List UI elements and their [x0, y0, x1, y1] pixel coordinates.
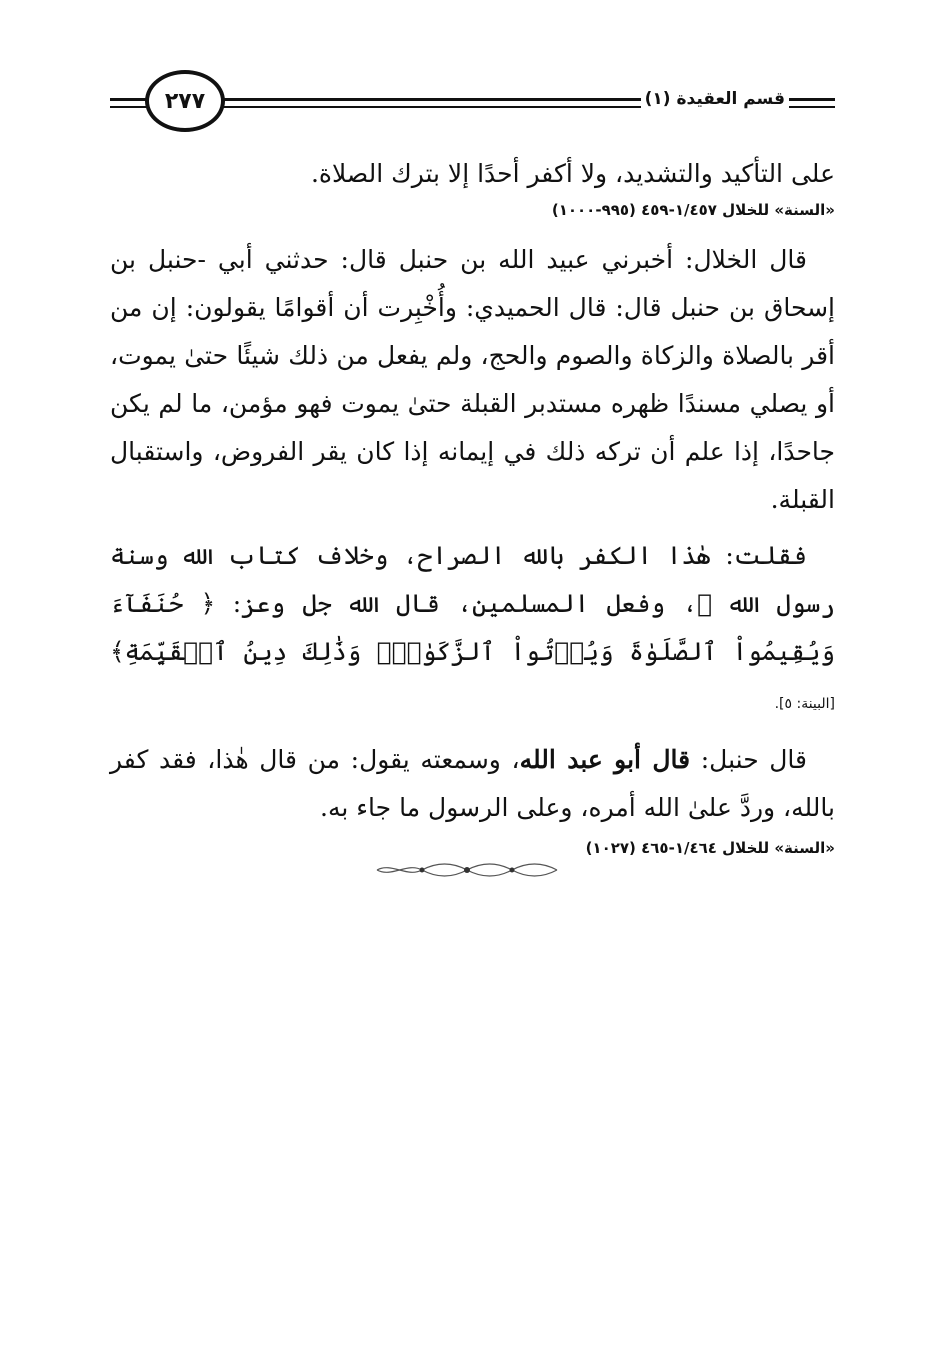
paragraph-3 — [110, 532, 835, 728]
page-header — [110, 70, 835, 134]
header-rule-left-thin — [110, 106, 150, 108]
paragraph-3-text: فقلت: هٰذا الكفر بالله الصراح، وخلاف كتاب الله وسنة رسول الله ﷺ، وفعل المسلمين، قال الله جل وعز: — [110, 541, 835, 618]
page-body — [110, 150, 835, 874]
paragraph-2: قال الخلال: أخبرني عبيد الله بن حنبل قال: حدثني أبي -حنبل بن إسحاق بن حنبل قال: قال الحميدي: وأُخْبِرت أن أقوامًا يقولون: إن من أقر بالصلاة والزكاة والصوم والحج، ولم يفعل من ذلك شيئًا حتىٰ يموت، أو يصلي مسندًا ظهره مستدبر القبلة حتىٰ يموت فهو مؤمن، ما لم يكن جاحدًا، إذا علم أن تركه ذلك في إيمانه إذا كان يقر الفروض، واستقبال القبلة. — [110, 245, 835, 514]
paragraph-4-text: ، وسمعته يقول: من قال هٰذا، فقد كفر بالله، وردَّ علىٰ الله أمره، وعلى الرسول ما جاء به. — [110, 745, 835, 822]
paragraph-4 — [110, 736, 835, 832]
source-citation-2: «السنة» للخلال ١/٤٦٤-٤٦٥ (١٠٢٧) — [585, 839, 835, 857]
paragraph-4-bold: قال أبو عبد الله — [519, 745, 691, 774]
source-citation-1: «السنة» للخلال ١/٤٥٧-٤٥٩ (٩٩٥-١٠٠٠) — [551, 201, 835, 219]
ornament-divider-icon — [372, 862, 562, 878]
page-number: ٢٧٧ — [145, 70, 225, 132]
paragraph-1: على التأكيد والتشديد، ولا أكفر أحدًا إلا بترك الصلاة. — [310, 159, 835, 188]
quran-verse: ﴿ حُنَفَآءَ وَيُقِيمُواْ ٱلصَّلَوٰةَ وَيُؤۡتُواْ ٱلزَّكَوٰةَۚ وَذَٰلِكَ دِينُ ٱلۡقَيِّمَةِ﴾ — [110, 589, 835, 666]
quran-reference: [البينة: ٥]. — [774, 696, 835, 712]
chapter-title: قسم العقيدة (١) — [641, 89, 789, 109]
header-rule-left — [110, 98, 150, 101]
paragraph-4-intro: قال حنبل: — [700, 745, 808, 774]
